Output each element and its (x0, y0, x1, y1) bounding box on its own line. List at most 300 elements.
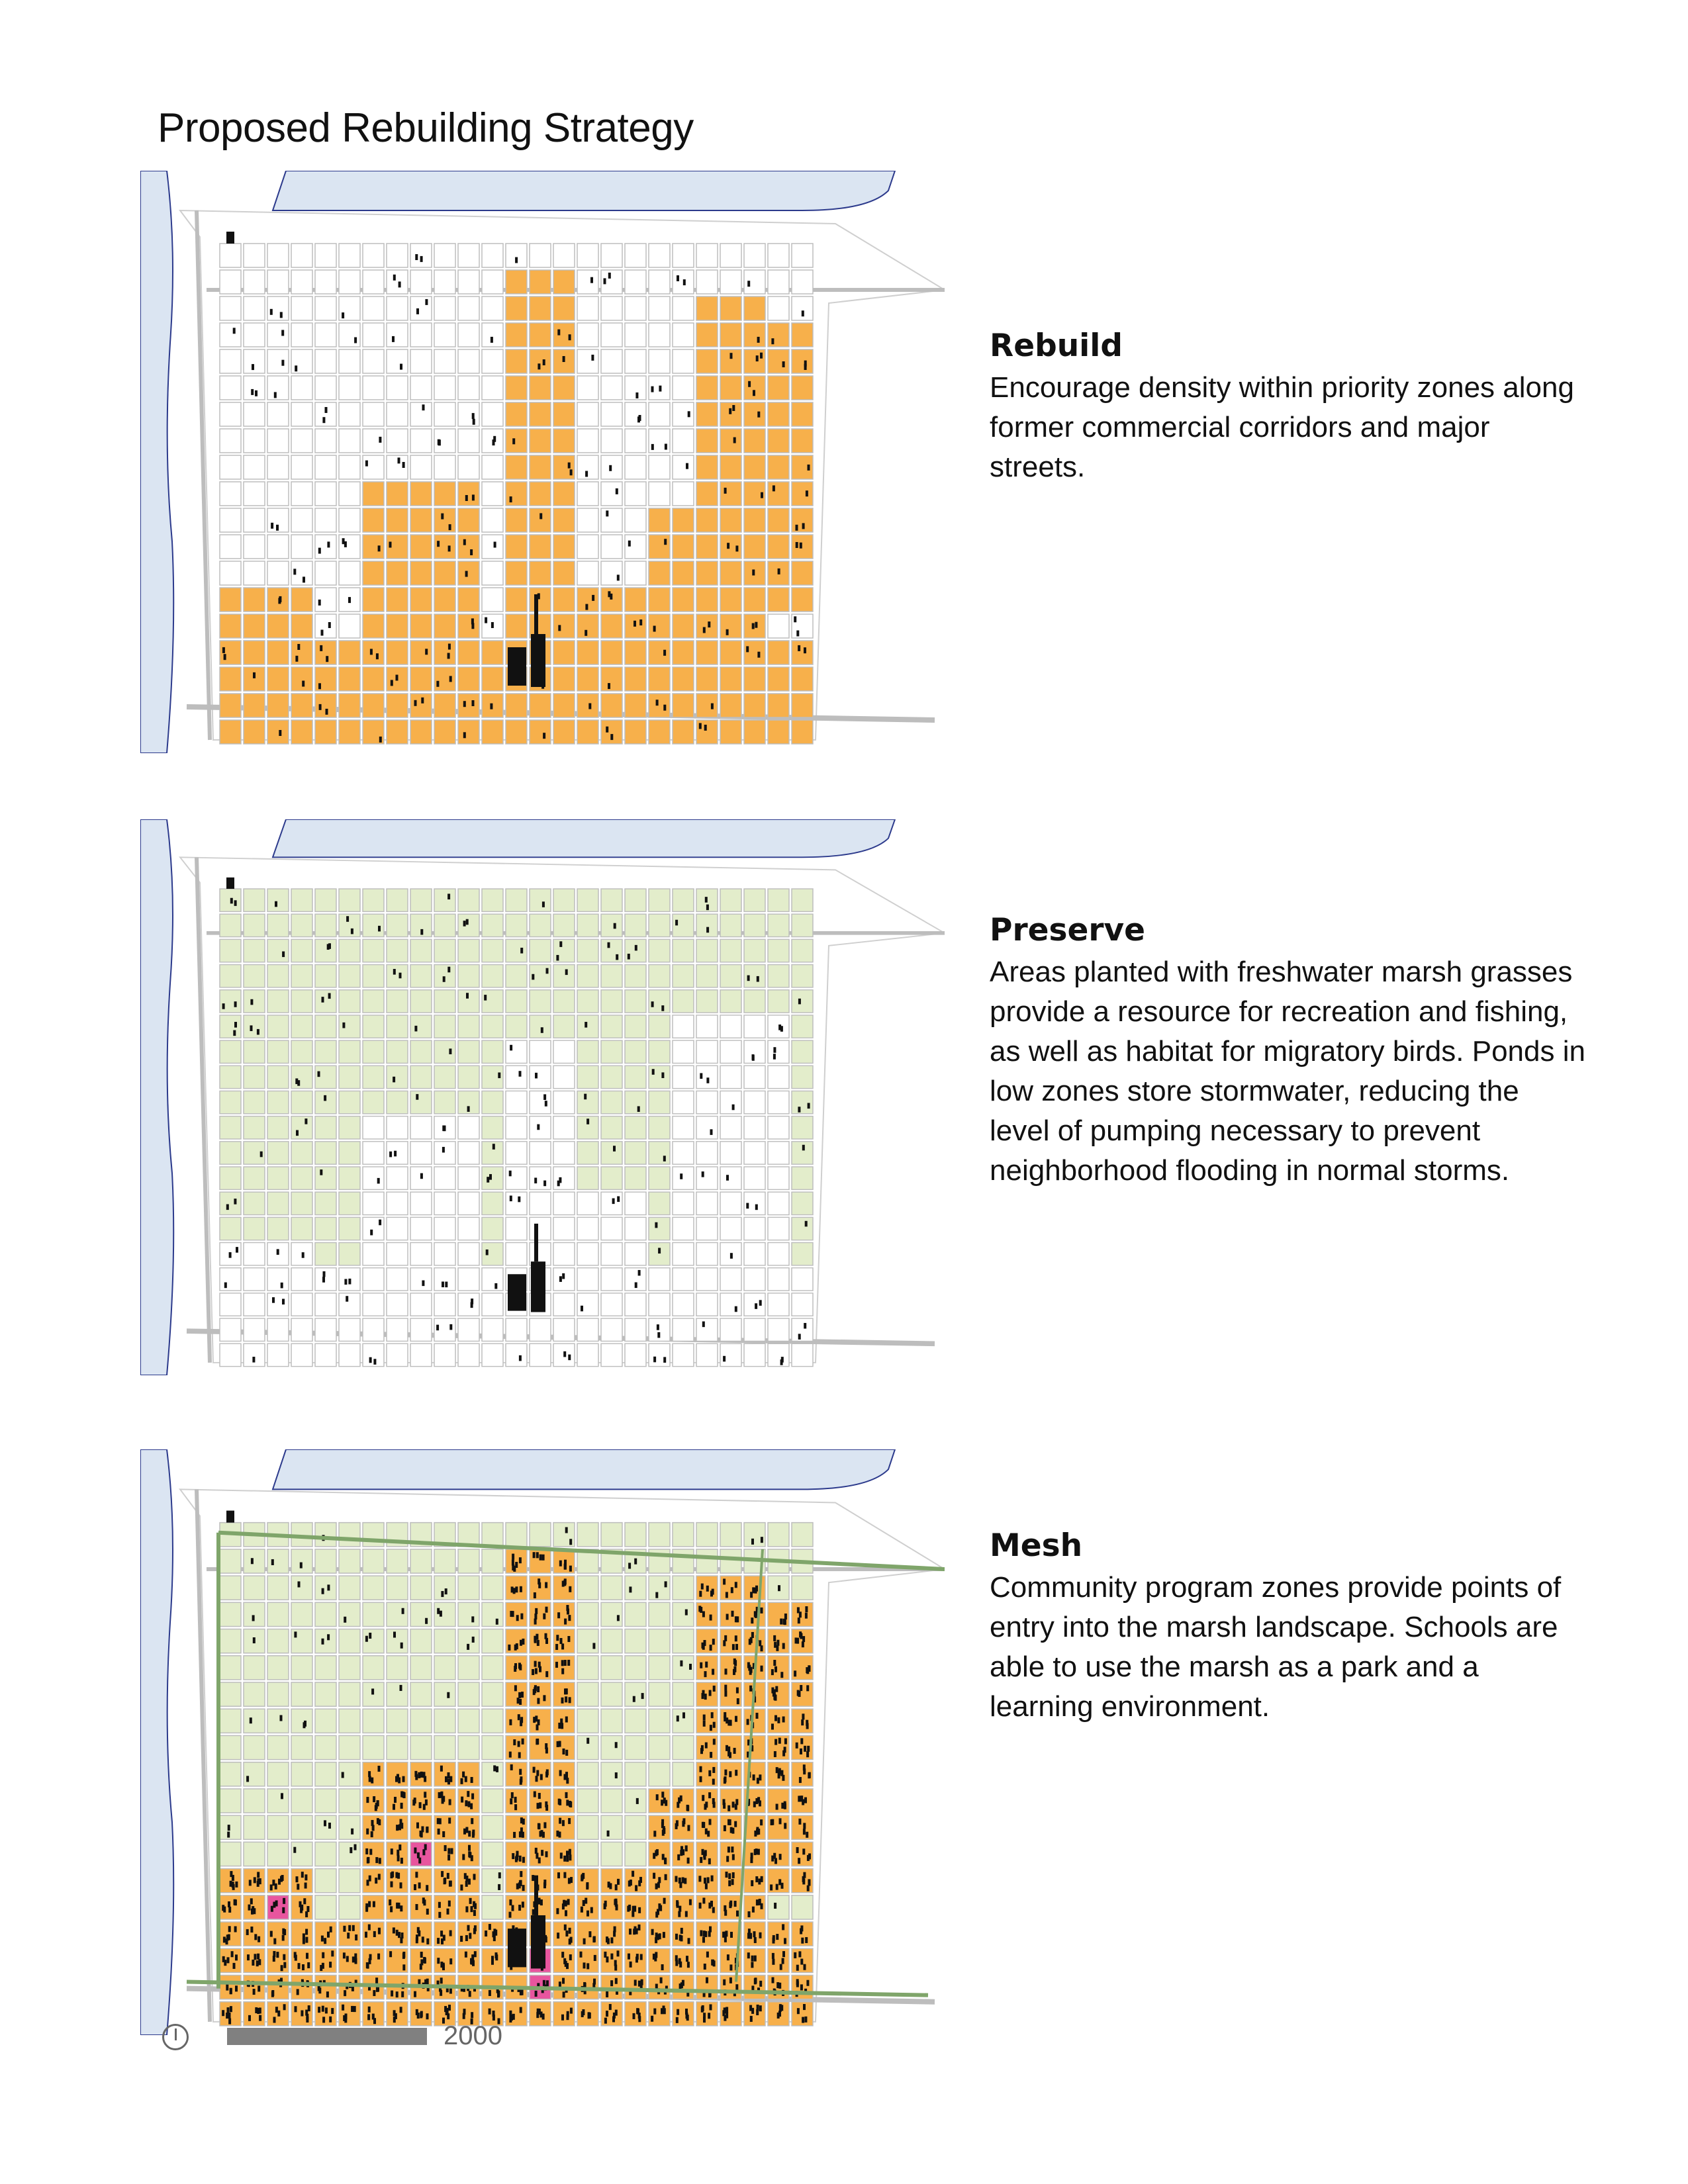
building (323, 1271, 326, 1277)
building (664, 1858, 667, 1864)
city-block (244, 1318, 265, 1341)
building (305, 1929, 308, 1934)
building (686, 463, 688, 469)
building (534, 1636, 536, 1642)
building (609, 2004, 612, 2010)
city-block (244, 1217, 265, 1240)
building (686, 1956, 688, 1962)
city-block (506, 889, 527, 911)
building (227, 1957, 230, 1963)
building (773, 1660, 776, 1666)
city-block (387, 614, 408, 638)
building (422, 1281, 424, 1287)
building (710, 1752, 712, 1758)
city-block (506, 1167, 527, 1189)
building (226, 232, 234, 244)
building (635, 1282, 637, 1288)
building (320, 1169, 322, 1175)
building (461, 1778, 463, 1784)
building (604, 278, 606, 284)
building (689, 1664, 692, 1670)
city-block (625, 1815, 646, 1839)
building (679, 1906, 681, 1912)
city-block (267, 990, 289, 1013)
building (658, 1877, 661, 1883)
city-block (387, 1549, 408, 1573)
building (226, 1985, 228, 1991)
building (515, 1562, 518, 1568)
building (462, 1854, 465, 1860)
city-block (577, 889, 598, 911)
building (514, 1645, 517, 1651)
city-block (649, 965, 670, 987)
building (537, 1124, 539, 1130)
building (685, 1610, 688, 1615)
building (730, 353, 733, 359)
building (726, 1175, 729, 1181)
building (773, 1694, 776, 1700)
building (732, 1854, 735, 1860)
building (709, 1690, 712, 1696)
city-block (553, 641, 575, 664)
building (653, 2009, 656, 2015)
city-block (291, 990, 312, 1013)
building (399, 1824, 401, 1830)
city-block (625, 1293, 646, 1316)
city-block (720, 561, 741, 585)
building (389, 542, 392, 548)
city-block (387, 641, 408, 664)
building (256, 1960, 259, 1966)
building (270, 1884, 273, 1890)
building (473, 1910, 476, 1916)
city-block (291, 965, 312, 987)
building (580, 1952, 583, 1958)
city-block (387, 1343, 408, 1366)
building (520, 1720, 522, 1726)
city-block (244, 270, 265, 294)
building (712, 1960, 714, 1966)
city-block (267, 270, 289, 294)
city-block (506, 694, 527, 717)
city-block (220, 694, 241, 717)
building (727, 1846, 730, 1852)
city-block (410, 1268, 432, 1291)
building (806, 1685, 809, 1691)
building (492, 1144, 495, 1150)
city-block (649, 1815, 670, 1839)
building (494, 1930, 497, 1936)
building (397, 1873, 400, 1879)
city-block (601, 1268, 622, 1291)
city-block (387, 1217, 408, 1240)
panel-body-preserve: Areas planted with freshwater marsh grasses provide a resource for recreation and fishing, as well as habitat for migratory birds. Ponds in low zones store stormwater, reducing the level of pumping necessary to prevent neighborhood flooding in normal storms. (990, 956, 1585, 1187)
building (802, 1848, 805, 1854)
building (324, 1095, 326, 1101)
city-block (482, 244, 503, 267)
building (651, 1001, 654, 1007)
city-block (506, 1040, 527, 1063)
building (708, 1858, 711, 1864)
building (489, 2009, 491, 2015)
city-block (387, 1167, 408, 1189)
city-block (601, 1217, 622, 1240)
building (703, 1715, 706, 1721)
building (784, 1614, 787, 1619)
city-block (649, 2002, 670, 2026)
building (442, 1281, 444, 1287)
city-block (434, 1629, 455, 1653)
building (441, 1871, 444, 1877)
city-block (267, 1066, 289, 1088)
building (536, 1552, 539, 1558)
city-block (792, 588, 813, 612)
city-block (387, 1735, 408, 1759)
city-block (506, 1217, 527, 1240)
city-block (553, 535, 575, 559)
building (231, 1951, 234, 1957)
building (463, 921, 466, 927)
building (653, 1873, 655, 1879)
building (590, 1907, 593, 1913)
building (565, 1792, 568, 1798)
building (702, 1936, 705, 1942)
building (686, 1805, 689, 1811)
building (232, 1884, 235, 1890)
building (532, 1875, 534, 1881)
city-block (792, 323, 813, 347)
city-block (530, 1142, 551, 1164)
city-block (625, 2002, 646, 2026)
city-block (506, 455, 527, 479)
city-block (744, 1040, 765, 1063)
city-block (410, 939, 432, 962)
building (396, 1825, 399, 1831)
city-block (315, 402, 336, 426)
building (472, 1637, 475, 1643)
building (782, 1924, 784, 1930)
building (771, 338, 774, 344)
building (609, 465, 612, 471)
building (707, 1831, 710, 1837)
city-block (410, 1293, 432, 1316)
building (731, 1828, 734, 1834)
building (373, 1931, 376, 1937)
building (365, 1636, 368, 1642)
building (727, 543, 729, 549)
city-block (720, 1523, 741, 1547)
city-block (458, 1343, 479, 1366)
city-block (482, 508, 503, 532)
building (568, 463, 571, 469)
city-block (482, 1192, 503, 1214)
building (806, 1832, 808, 1838)
building (800, 1685, 802, 1691)
city-block (720, 1217, 741, 1240)
city-block (577, 402, 598, 426)
building (296, 1876, 299, 1882)
city-block (410, 1040, 432, 1063)
city-block (458, 1318, 479, 1341)
city-block (220, 402, 241, 426)
building (400, 364, 402, 370)
building (609, 1883, 612, 1889)
city-block (649, 720, 670, 744)
building (586, 1738, 589, 1744)
building (657, 1324, 659, 1330)
city-block (577, 1217, 598, 1240)
building (514, 1797, 517, 1803)
city-block (553, 1116, 575, 1139)
city-block (577, 1789, 598, 1813)
city-block (339, 1040, 360, 1063)
building (448, 1817, 451, 1823)
building (774, 1751, 776, 1757)
building (803, 1872, 806, 1878)
city-block (601, 1815, 622, 1839)
city-block (339, 429, 360, 453)
building (677, 1854, 680, 1860)
city-block (768, 990, 789, 1013)
building (799, 1612, 802, 1617)
city-block (673, 1975, 694, 1999)
building (305, 1911, 308, 1917)
city-block (625, 1142, 646, 1164)
city-block (577, 1602, 598, 1626)
city-block (696, 508, 718, 532)
building (586, 1882, 588, 1888)
city-block (291, 914, 312, 936)
building (794, 1670, 796, 1676)
building (808, 465, 810, 471)
building (656, 1794, 659, 1800)
building (351, 929, 353, 934)
building (771, 1856, 774, 1862)
building (617, 1879, 620, 1885)
building (369, 1849, 372, 1855)
city-block (339, 1789, 360, 1813)
water-north (273, 171, 895, 210)
city-block (601, 1192, 622, 1214)
city-block (482, 455, 503, 479)
building (806, 1980, 809, 1986)
building (436, 681, 439, 687)
building (485, 617, 487, 623)
city-block (768, 323, 789, 347)
city-block (291, 694, 312, 717)
city-block (458, 1709, 479, 1733)
building (774, 1739, 777, 1745)
city-block (220, 939, 241, 962)
building (662, 1854, 665, 1860)
building (253, 672, 256, 678)
building (466, 993, 469, 999)
city-block (625, 588, 646, 612)
building (233, 328, 236, 334)
building (704, 725, 707, 731)
city-block (744, 535, 765, 559)
building (401, 1991, 404, 1997)
building (663, 1357, 666, 1363)
city-block (267, 561, 289, 585)
building (295, 365, 297, 371)
city-block (673, 889, 694, 911)
city-block (696, 429, 718, 453)
building (473, 1928, 476, 1934)
building (567, 1660, 570, 1666)
building (751, 1632, 754, 1638)
city-block (744, 1142, 765, 1164)
city-block (410, 1116, 432, 1139)
city-block (220, 914, 241, 936)
building (510, 1611, 512, 1617)
building (346, 916, 349, 922)
city-block (363, 1735, 384, 1759)
building (561, 1698, 564, 1704)
city-block (673, 694, 694, 717)
building (803, 1768, 806, 1774)
city-block (267, 402, 289, 426)
building (754, 1956, 757, 1962)
building (395, 1776, 398, 1782)
city-block (673, 508, 694, 532)
city-block (244, 455, 265, 479)
building (564, 1619, 567, 1625)
building (803, 1823, 806, 1829)
city-block (577, 965, 598, 987)
city-block (673, 1268, 694, 1291)
city-block (601, 1167, 622, 1189)
building (465, 1827, 468, 1833)
building (773, 1635, 776, 1641)
city-block (363, 1015, 384, 1038)
building (393, 1631, 396, 1637)
city-block (410, 296, 432, 320)
city-block (601, 2002, 622, 2026)
building (800, 1959, 803, 1965)
city-block (720, 1015, 741, 1038)
building (400, 1803, 403, 1809)
building (543, 733, 545, 739)
building (422, 1936, 424, 1942)
building (699, 1903, 702, 1909)
building (641, 1979, 643, 1985)
city-block (434, 614, 455, 638)
building (583, 1938, 586, 1944)
city-block (673, 244, 694, 267)
building (365, 1932, 367, 1938)
building (520, 948, 523, 954)
city-block (315, 455, 336, 479)
city-block (649, 482, 670, 506)
building (634, 1559, 637, 1565)
building (272, 1297, 275, 1303)
building (297, 644, 300, 650)
building (755, 1588, 757, 1594)
building (730, 1932, 733, 1938)
city-block (387, 349, 408, 373)
building (510, 1196, 512, 1202)
building (776, 1884, 778, 1890)
city-block (649, 323, 670, 347)
city-block (482, 402, 503, 426)
building (227, 2007, 230, 2013)
building (588, 2012, 590, 2018)
building (729, 1964, 732, 1970)
city-block (410, 1066, 432, 1088)
city-block (649, 1343, 670, 1366)
building (420, 2011, 423, 2017)
building (566, 1850, 569, 1856)
building (703, 2013, 706, 2019)
building (447, 967, 450, 973)
building (677, 1715, 679, 1721)
building (545, 1638, 548, 1644)
city-block (720, 1116, 741, 1139)
building (495, 1952, 498, 1958)
building (447, 1772, 450, 1778)
city-block (267, 939, 289, 962)
city-block (387, 1629, 408, 1653)
city-block (530, 939, 551, 962)
city-block (530, 508, 551, 532)
panel-heading-rebuild: Rebuild (990, 328, 1123, 364)
city-block (244, 1293, 265, 1316)
city-block (506, 1066, 527, 1088)
city-block (506, 244, 527, 267)
map-rebuild (140, 171, 945, 753)
city-block (339, 349, 360, 373)
building (250, 1025, 253, 1031)
city-block (244, 588, 265, 612)
city-block (601, 561, 622, 585)
building (632, 1911, 634, 1917)
building (731, 1587, 733, 1593)
building (661, 1005, 664, 1011)
building (471, 1855, 473, 1861)
city-block (267, 1682, 289, 1706)
building (331, 1950, 334, 1956)
building (725, 1931, 727, 1936)
building (557, 1741, 559, 1747)
building (754, 1937, 757, 1943)
building (531, 1915, 545, 1968)
building (756, 1713, 759, 1719)
building (326, 709, 328, 715)
city-block (220, 1318, 241, 1341)
city-block (553, 1217, 575, 1240)
city-block (458, 244, 479, 267)
building (559, 1276, 562, 1282)
building (440, 1611, 442, 1617)
building (804, 647, 806, 653)
building (796, 525, 798, 531)
city-block (220, 1682, 241, 1706)
map-preserve-svg (140, 819, 945, 1375)
building (325, 407, 328, 413)
city-block (649, 296, 670, 320)
city-block (410, 1217, 432, 1240)
city-block (768, 1167, 789, 1189)
city-block (792, 1576, 813, 1600)
city-block (506, 914, 527, 936)
city-block (363, 965, 384, 987)
city-block (434, 1217, 455, 1240)
building (615, 1772, 618, 1778)
building (441, 514, 444, 520)
city-block (720, 588, 741, 612)
city-block (363, 244, 384, 267)
